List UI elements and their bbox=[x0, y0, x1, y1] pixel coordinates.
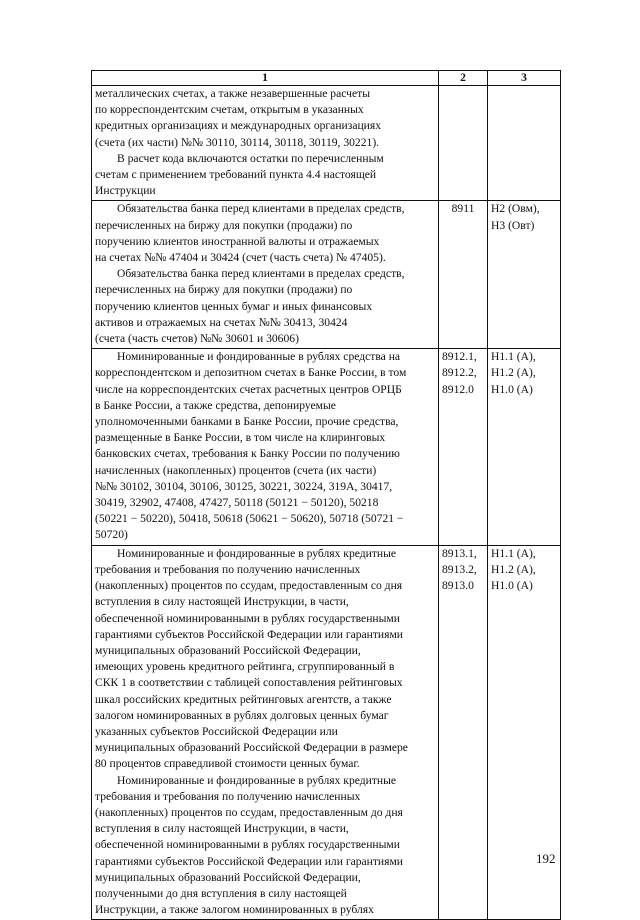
text-line: Обязательства банка перед клиентами в пределах средств, bbox=[117, 202, 405, 216]
norm-cell bbox=[488, 349, 561, 545]
description-cell bbox=[92, 545, 439, 920]
text-line: Номинированные и фондированные в рублях кредитные bbox=[117, 773, 397, 787]
text-line: шкал российских кредитных рейтинговых агентств, а также bbox=[95, 692, 392, 706]
description-cell bbox=[92, 201, 439, 349]
column-header-2: 2 bbox=[439, 71, 488, 86]
document-table bbox=[91, 70, 561, 920]
norm-value: Н1.0 (А) bbox=[491, 382, 533, 396]
code-value: 8912.0 bbox=[442, 382, 474, 396]
text-line: муниципальных образований Российской Федерации в размере bbox=[95, 741, 408, 755]
text-line: уполномоченными банками в Банке России, прочие средства, bbox=[95, 415, 399, 429]
code-value: 8913.1, bbox=[442, 546, 477, 560]
norm-value: Н1.2 (А), bbox=[491, 562, 536, 576]
code-cell bbox=[439, 86, 488, 201]
text-line: (накопленных) процентов по ссудам, предоставленным до дня bbox=[95, 805, 403, 819]
text-line: имеющих уровень кредитного рейтинга, сгруппированный в bbox=[95, 660, 395, 674]
norm-value: Н1.0 (А) bbox=[491, 579, 533, 593]
text-line: муниципальных образований Российской Федерации, bbox=[95, 870, 361, 884]
column-header-3: 3 bbox=[488, 71, 561, 86]
page-number: 192 bbox=[536, 851, 556, 866]
norm-cell bbox=[488, 201, 561, 349]
code-value: 8913.0 bbox=[442, 579, 474, 593]
table-row bbox=[92, 86, 561, 201]
text-line: залогом номинированных в рублях долговых ценных бумаг bbox=[95, 708, 389, 722]
code-value: 8911 bbox=[451, 202, 475, 216]
code-cell bbox=[439, 545, 488, 920]
text-line: числе на корреспондентских счетах расчетных центров ОРЦБ bbox=[95, 382, 402, 396]
text-line: обеспеченной номинированными в рублях государственными bbox=[95, 611, 400, 625]
text-line: 30419, 32902, 47408, 47427, 50118 (50121 − 50120), 50218 bbox=[95, 496, 379, 510]
text-line: муниципальных образований Российской Федерации, bbox=[95, 643, 361, 657]
text-line: (счета (их части) №№ 30110, 30114, 30118, 30119, 30221). bbox=[95, 135, 380, 149]
text-line: вступления в силу настоящей Инструкции, в части, bbox=[95, 595, 349, 609]
text-line: в Банке России, а также средства, депонируемые bbox=[95, 398, 336, 412]
text-line: перечисленных на биржу для покупки (продажи) по bbox=[95, 218, 353, 232]
code-value: 8913.2, bbox=[442, 562, 477, 576]
text-line: Инструкции, а также залогом номинированных в рублях bbox=[95, 903, 374, 917]
code-cell bbox=[439, 201, 488, 349]
column-header-1: 1 bbox=[92, 71, 439, 86]
text-line: Номинированные и фондированные в рублях кредитные bbox=[117, 546, 397, 560]
text-line: поручению клиентов иностранной валюты и отражаемых bbox=[95, 234, 380, 248]
code-value: 8912.1, bbox=[442, 350, 477, 364]
text-line: (счета (часть счетов) №№ 30601 и 30606) bbox=[95, 332, 299, 346]
text-line: (накопленных) процентов по ссудам, предоставленным со дня bbox=[95, 579, 403, 593]
text-line: обеспеченной номинированными в рублях государственными bbox=[95, 838, 400, 852]
table-row bbox=[92, 201, 561, 349]
norm-value: Н1.1 (А), bbox=[491, 546, 536, 560]
text-line: требования и требования по получению начисленных bbox=[95, 562, 361, 576]
text-line: №№ 30102, 30104, 30106, 30125, 30221, 30224, 319А, 30417, bbox=[95, 479, 393, 493]
table-row bbox=[92, 545, 561, 920]
table-row bbox=[92, 349, 561, 545]
norm-value: Н2 (Овм), bbox=[491, 202, 540, 216]
text-line: 80 процентов справедливой стоимости ценных бумаг. bbox=[95, 757, 360, 771]
text-line: металлических счетах, а также незавершенные расчеты bbox=[95, 87, 371, 100]
text-line: счетам с применением требований пункта 4.4 настоящей bbox=[95, 168, 377, 182]
norm-cell bbox=[488, 86, 561, 201]
text-line: гарантиями субъектов Российской Федерации или гарантиями bbox=[95, 854, 404, 868]
table-header-row bbox=[92, 71, 561, 86]
text-line: Номинированные и фондированные в рублях средства на bbox=[117, 350, 401, 364]
text-line: указанных субъектов Российской Федерации или bbox=[95, 724, 338, 738]
norm-value: Н1.2 (А), bbox=[491, 366, 536, 380]
description-cell bbox=[92, 349, 439, 545]
text-line: активов и отражаемых на счетах №№ 30413, 30424 bbox=[95, 315, 348, 329]
text-line: перечисленных на биржу для покупки (продажи) по bbox=[95, 283, 353, 297]
text-line: банковских счетах, требования к Банку России по получению bbox=[95, 447, 400, 461]
text-line: СКК 1 в соответствии с таблицей сопоставления рейтинговых bbox=[95, 676, 403, 690]
text-line: по корреспондентским счетам, открытым в указанных bbox=[95, 103, 364, 117]
text-line: поручению клиентов ценных бумаг и иных финансовых bbox=[95, 299, 373, 313]
text-line: начисленных (накопленных) процентов (счета (их части) bbox=[95, 463, 377, 477]
text-line: корреспондентском и депозитном счетах в Банке России, в том bbox=[95, 366, 407, 380]
text-line: на счетах №№ 47404 и 30424 (счет (часть счета) № 47405). bbox=[95, 251, 386, 265]
text-line: (50221 − 50220), 50418, 50618 (50621 − 50620), 50718 (50721 − bbox=[95, 512, 404, 526]
text-line: размещенные в Банке России, в том числе на клиринговых bbox=[95, 431, 386, 445]
text-line: требования и требования по получению начисленных bbox=[95, 789, 361, 803]
text-line: вступления в силу настоящей Инструкции, в части, bbox=[95, 822, 349, 836]
text-line: В расчет кода включаются остатки по перечисленным bbox=[117, 151, 384, 165]
text-line: Обязательства банка перед клиентами в пределах средств, bbox=[117, 267, 405, 281]
text-line: гарантиями субъектов Российской Федерации или гарантиями bbox=[95, 627, 404, 641]
text-line: полученными до дня вступления в силу настоящей bbox=[95, 886, 347, 900]
code-value: 8912.2, bbox=[442, 366, 477, 380]
norm-value: Н3 (Овт) bbox=[491, 218, 535, 232]
text-line: 50720) bbox=[95, 528, 128, 542]
norm-value: Н1.1 (А), bbox=[491, 350, 536, 364]
code-cell bbox=[439, 349, 488, 545]
description-cell bbox=[92, 86, 439, 201]
text-line: кредитных организациях и международных организациях bbox=[95, 119, 382, 133]
text-line: Инструкции bbox=[95, 184, 156, 198]
